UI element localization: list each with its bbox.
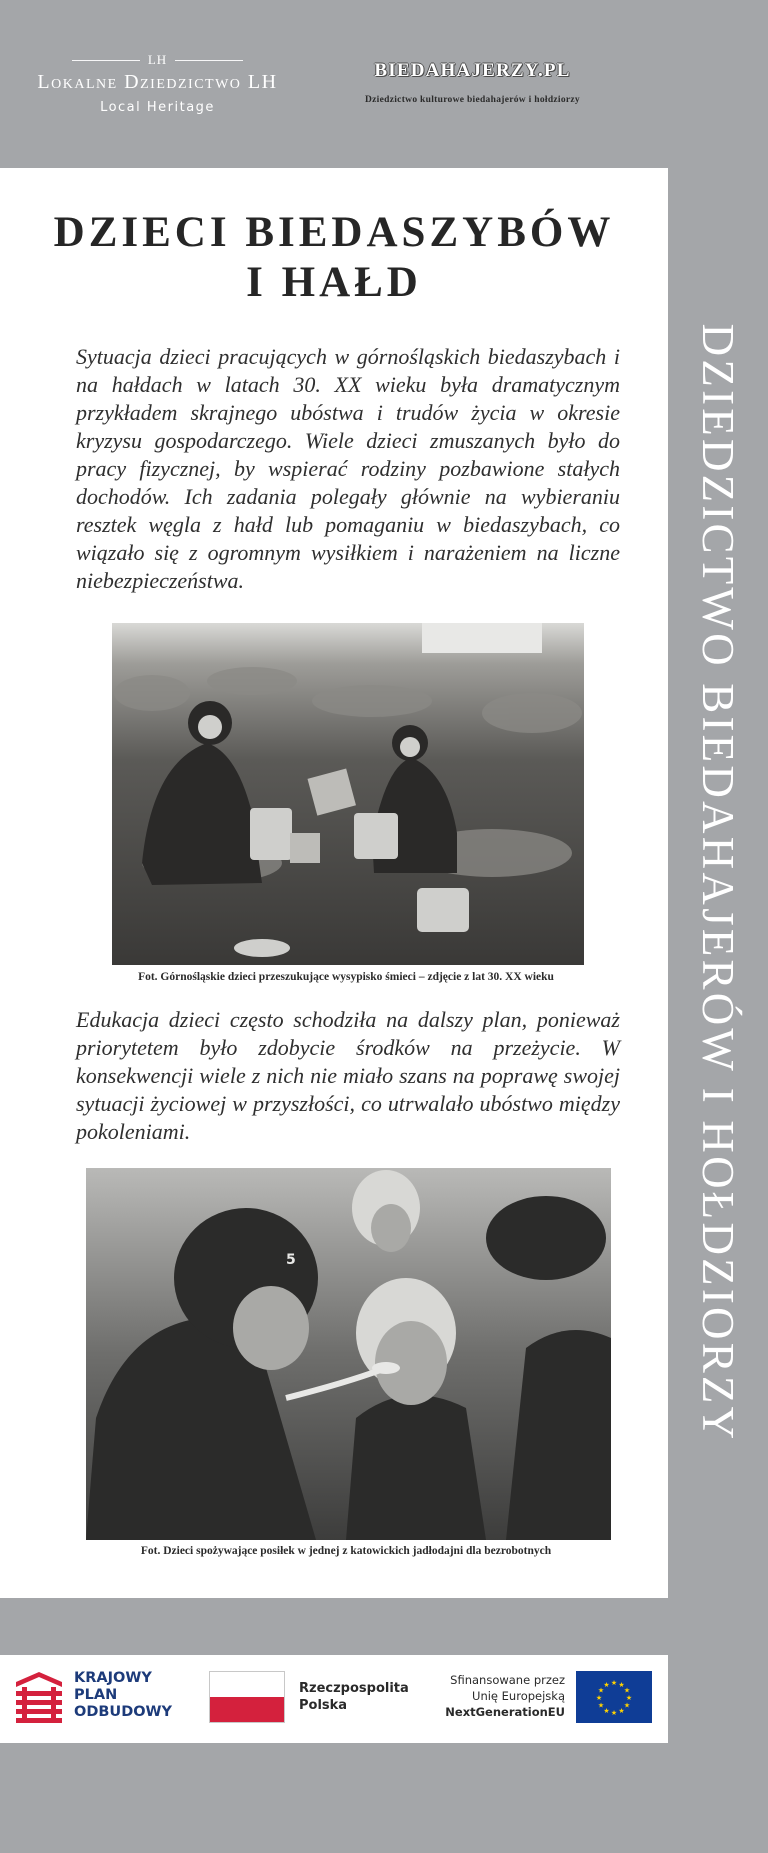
flag-white-stripe bbox=[210, 1672, 284, 1697]
local-heritage-logo bbox=[30, 52, 285, 115]
kpo-line: PLAN bbox=[74, 1687, 118, 1703]
education-paragraph: Edukacja dzieci często schodziła na dalszy plan, ponieważ priorytetem było zdobycie środków na przeżycie. W konsekwencji wiele z nich nie miało szans na poprawę swojej sytuacji życiowej w przyszłości, co utrwalało ubóstwo między pokoleniami. bbox=[76, 1007, 620, 1144]
photo-caption: Fot. Dzieci spożywające posiłek w jednej z katowickich jadłodajni dla bezrobotnych bbox=[140, 1545, 552, 1557]
photo-children-dump-image bbox=[112, 623, 584, 965]
eu-star-icon: ★ bbox=[597, 1701, 605, 1710]
svg-text:5: 5 bbox=[286, 1252, 296, 1268]
lh-mark-text: LH bbox=[147, 52, 168, 67]
eu-star-icon: ★ bbox=[597, 1686, 605, 1695]
eu-star-icon: ★ bbox=[618, 1706, 625, 1715]
poland-flag-icon bbox=[209, 1671, 285, 1723]
lh-monogram bbox=[30, 52, 285, 68]
title-line-2: I HAŁD bbox=[246, 259, 422, 306]
pl-line: Rzeczpospolita bbox=[299, 1681, 409, 1696]
eu-star-icon: ★ bbox=[623, 1701, 631, 1710]
biedahajerzy-wordmark: BIEDAHAJERZY.PL bbox=[374, 60, 571, 81]
page-title bbox=[0, 208, 668, 308]
photo-caption: Fot. Górnośląskie dzieci przeszukujące wysypisko śmieci – zdjęcie z lat 30. XX wieku bbox=[138, 971, 554, 983]
title-line-1: DZIECI BIEDASZYBÓW bbox=[53, 209, 615, 256]
kpo-line: ODBUDOWY bbox=[74, 1704, 173, 1720]
intro-paragraph: Sytuacja dzieci pracujących w górnośląskich biedaszybach i na hałdach w latach 30. XX wieku była dramatycznym przykładem skrajnego ubóstwa i trudów życia w okresie kryzysu gospodarczego. Wiele dzieci zmuszanych było do pracy fizycznej, by wspierać rodziny pozbawione stałych dochodów. Ich zadania polegały głównie na wybieraniu resztek węgla z hałd lub pomaganiu w biedaszybach, co wiązało się z ogromnym wysiłkiem i narażeniem na liczne niebezpieczeństwa. bbox=[76, 344, 620, 593]
eu-star-icon: ★ bbox=[625, 1694, 633, 1702]
eu-funding-text bbox=[425, 1672, 565, 1720]
eu-line: NextGenerationEU bbox=[445, 1705, 565, 1719]
pl-line: Polska bbox=[299, 1698, 348, 1713]
eu-star-icon: ★ bbox=[610, 1679, 618, 1687]
eu-line: Unię Europejską bbox=[472, 1689, 565, 1703]
eu-star-icon: ★ bbox=[618, 1681, 625, 1690]
poland-logo-text bbox=[299, 1680, 409, 1714]
eu-star-icon: ★ bbox=[623, 1686, 631, 1695]
header bbox=[0, 0, 768, 168]
photo-children-eating bbox=[86, 1168, 611, 1540]
photo-children-eating-image bbox=[86, 1168, 611, 1540]
kpo-logo-icon bbox=[16, 1672, 62, 1724]
eu-star-icon: ★ bbox=[603, 1706, 610, 1715]
vertical-banner-text: DZIEDZICTWO BIEDAHAJERÓW I HOŁDZIORZY bbox=[693, 323, 743, 1443]
photo-children-dump bbox=[112, 623, 584, 965]
eu-star-icon: ★ bbox=[595, 1694, 603, 1702]
lh-title: Lokalne Dziedzictwo LH bbox=[37, 71, 278, 93]
lh-subtitle: Local Heritage bbox=[100, 100, 215, 115]
eu-star-icon: ★ bbox=[610, 1709, 618, 1717]
content-panel bbox=[0, 168, 668, 1598]
vertical-banner bbox=[668, 168, 768, 1598]
flag-red-stripe bbox=[210, 1697, 284, 1722]
kpo-line: KRAJOWY bbox=[74, 1670, 152, 1686]
eu-line: Sfinansowane przez bbox=[450, 1673, 565, 1687]
divider bbox=[72, 60, 140, 61]
eu-flag-icon bbox=[576, 1671, 652, 1723]
kpo-logo-text bbox=[74, 1670, 172, 1721]
funding-logos bbox=[0, 1655, 668, 1743]
biedahajerzy-logo bbox=[330, 60, 615, 105]
biedahajerzy-tagline: Dziedzictwo kulturowe biedahajerów i hołdziorzy bbox=[365, 95, 580, 105]
eu-star-icon: ★ bbox=[603, 1681, 610, 1690]
divider bbox=[175, 60, 243, 61]
